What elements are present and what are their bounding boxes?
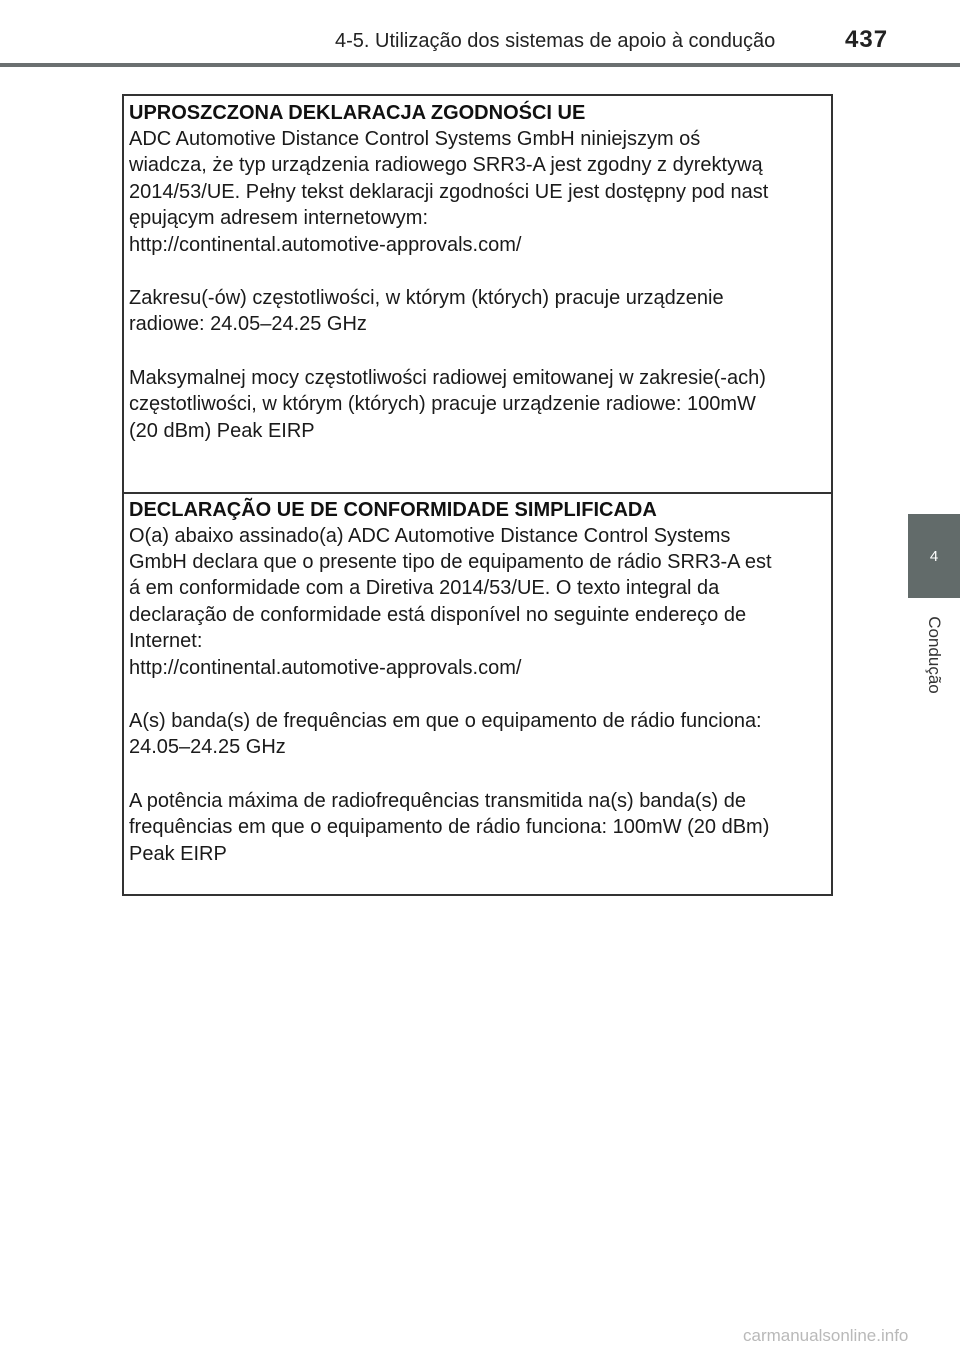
chapter-number: 4: [929, 547, 939, 565]
watermark: carmanualsonline.info: [743, 1326, 909, 1345]
polish-max-power: Maksymalnej mocy częstotliwości radiowej emitowanej w zakresie(-ach) częstotliwości, w którym (których) pracuje urządzenie radiowe: 100mW (20 dBm) Peak EIRP: [129, 366, 766, 442]
chapter-label: Condução: [925, 616, 944, 694]
polish-declaration-body: ADC Automotive Distance Control Systems GmbH niniejszym oś wiadcza, że typ urządzenia radiowego SRR3-A jest zgodny z dyrektywą 2014/53/UE. Pełny tekst deklaracji zgodności UE jest dostępny pod nast ępującym adresem internetowym: http://continental.automotive-approvals.com/: [129, 128, 769, 256]
polish-declaration: [124, 96, 831, 494]
page-number: 437: [845, 26, 889, 53]
portuguese-declaration-body: O(a) abaixo assinado(a) ADC Automotive Distance Control Systems GmbH declara que o presente tipo de equipamento de rádio SRR3-A est á em conformidade com a Diretiva 2014/53/UE. O texto integral da declaração de conformidade está disponível no seguinte endereço de Internet: http://continental.automotive-approvals.com/: [129, 524, 772, 679]
portuguese-declaration: [124, 494, 831, 894]
declaration-box: [122, 94, 833, 896]
section-title: 4-5. Utilização dos sistemas de apoio à condução: [335, 30, 776, 52]
chapter-tab: [908, 514, 960, 598]
portuguese-frequency-band: A(s) banda(s) de frequências em que o equipamento de rádio funciona: 24.05–24.25 GHz: [129, 709, 762, 759]
portuguese-declaration-title: DECLARAÇÃO UE DE CONFORMIDADE SIMPLIFICADA: [129, 498, 657, 521]
page-header: [0, 0, 960, 70]
polish-declaration-title: UPROSZCZONA DEKLARACJA ZGODNOŚCI UE: [129, 102, 586, 124]
polish-frequency-band: Zakresu(-ów) częstotliwości, w którym (których) pracuje urządzenie radiowe: 24.05–24.25 GHz: [129, 287, 724, 336]
header-rule: [0, 63, 960, 67]
portuguese-max-power: A potência máxima de radiofrequências transmitida na(s) banda(s) de frequências em que o equipamento de rádio funciona: 100mW (20 dBm) Peak EIRP: [129, 789, 770, 865]
